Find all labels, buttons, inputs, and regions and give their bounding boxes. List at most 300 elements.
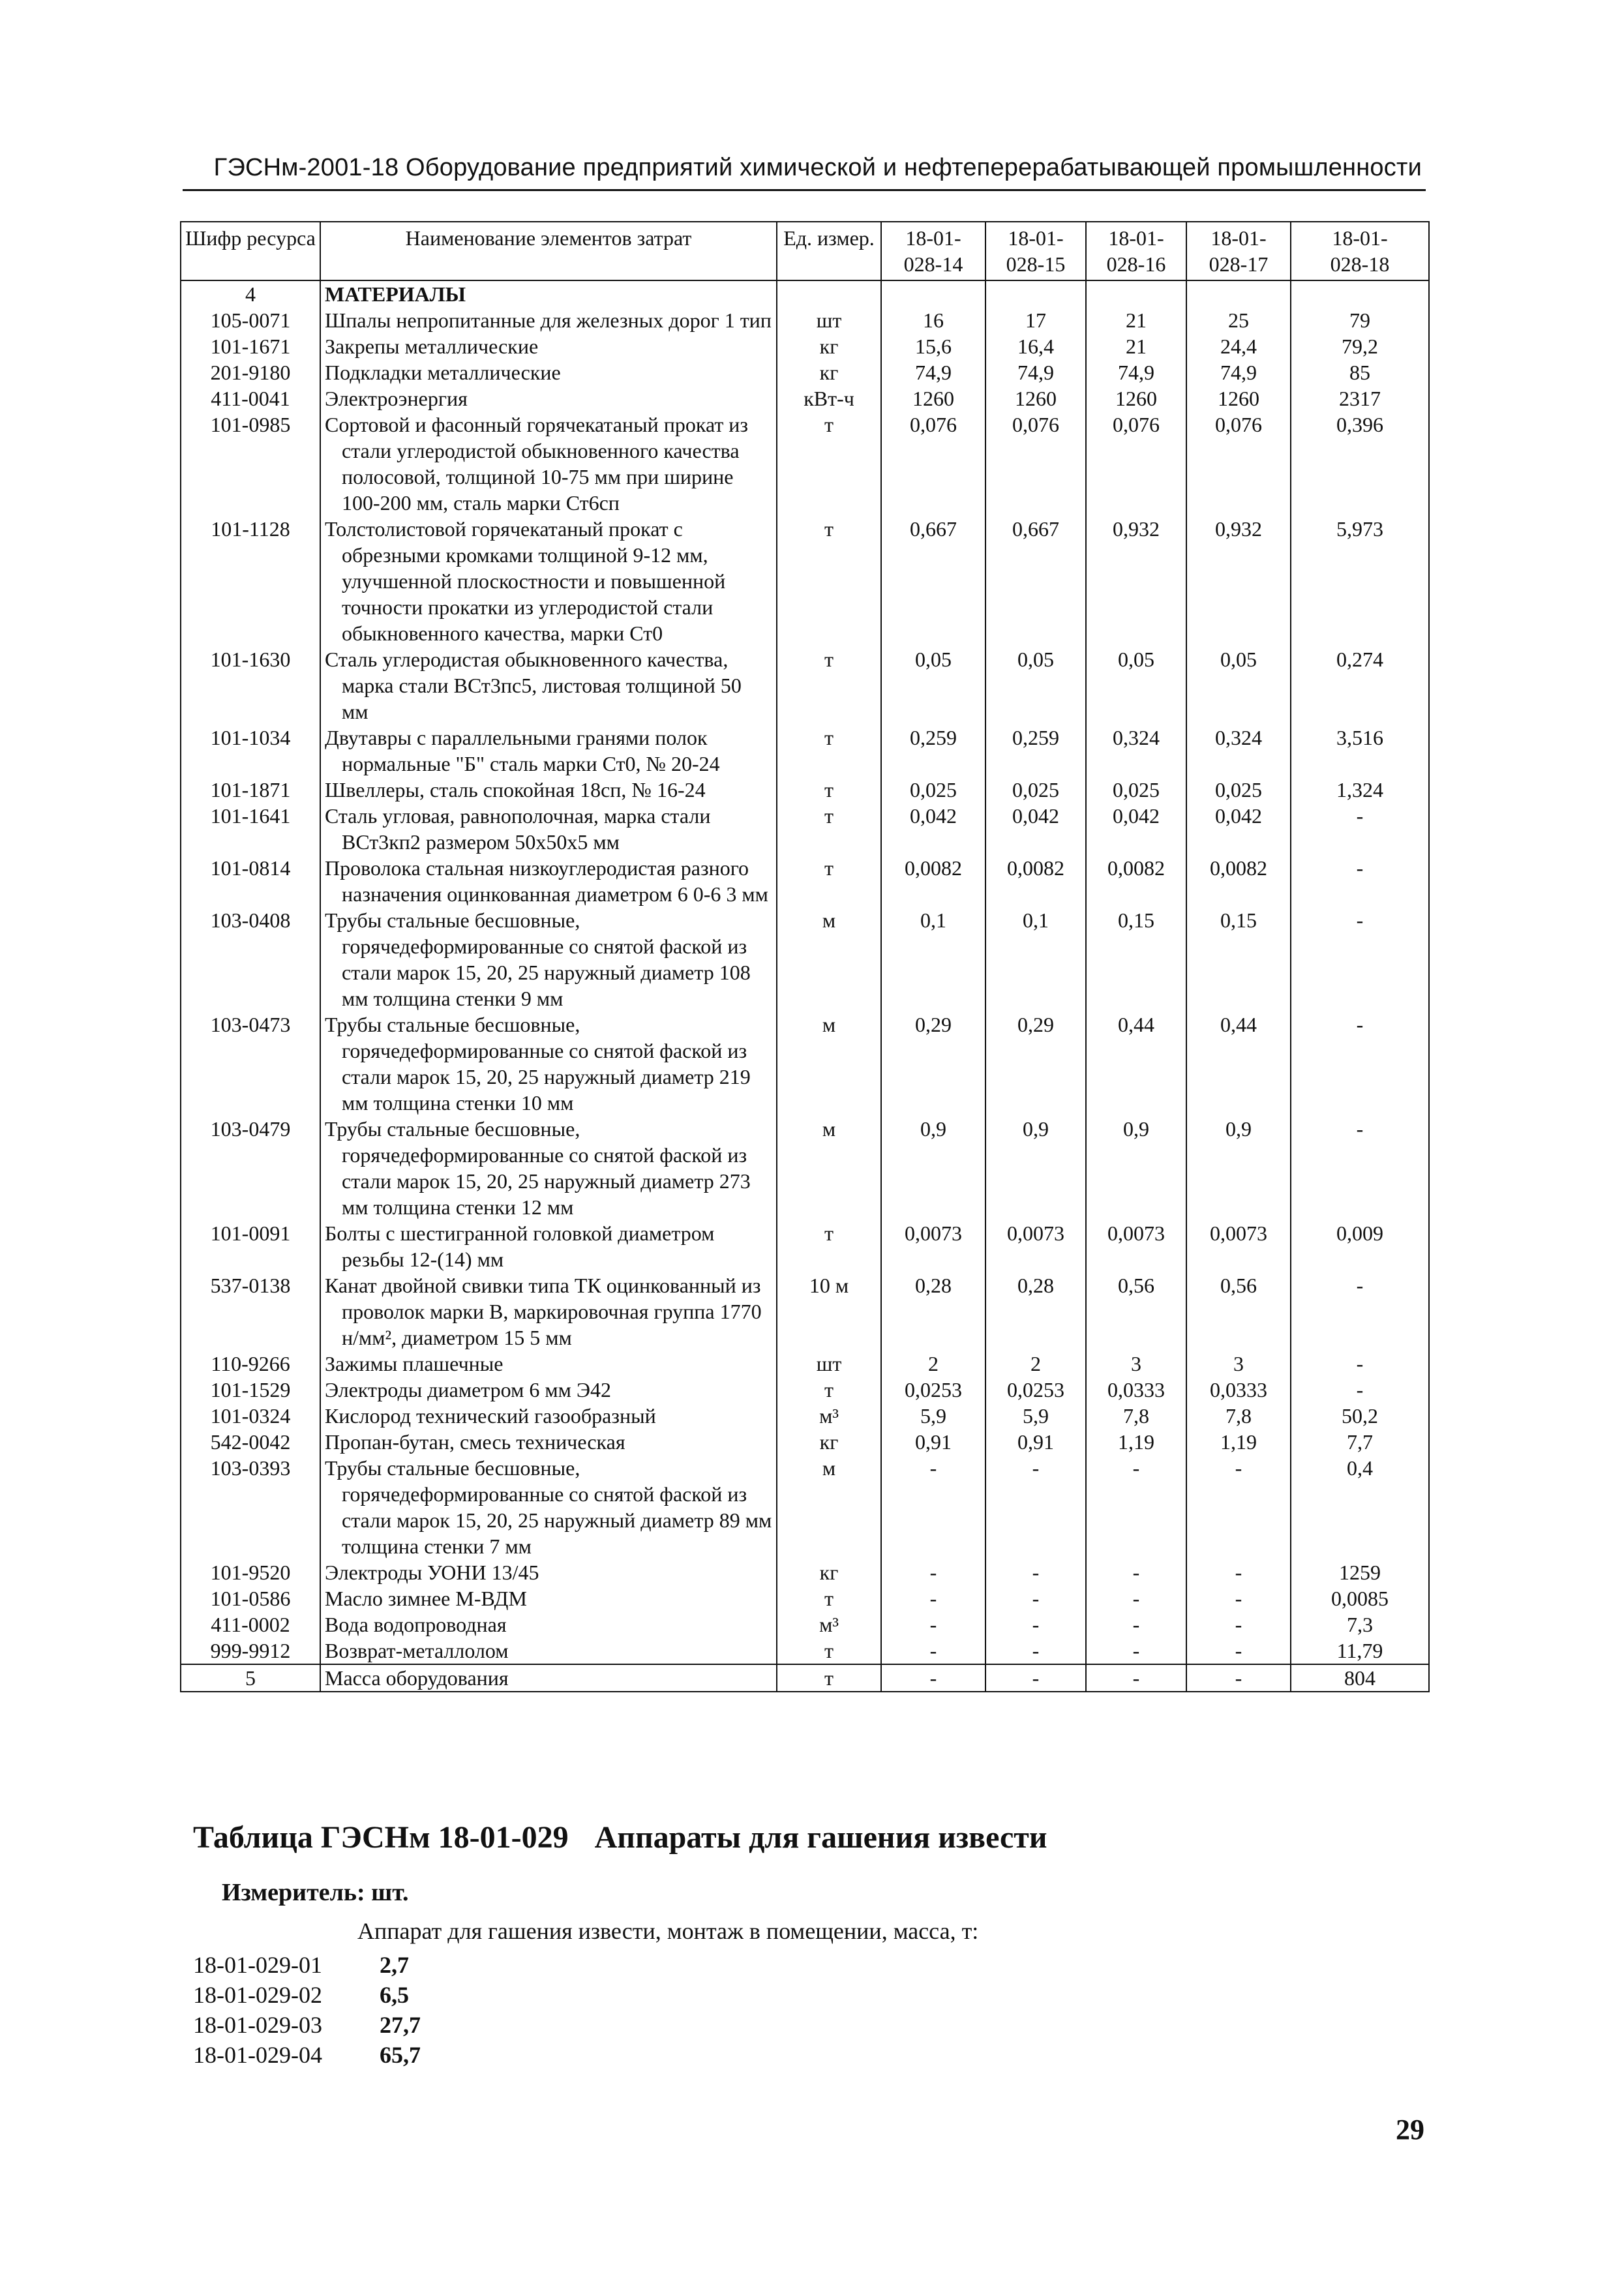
value-cell: 15,6 xyxy=(881,333,985,359)
value-cell: - xyxy=(1086,1611,1186,1638)
table-row xyxy=(181,516,1429,646)
resource-name-text: Вода водопроводная xyxy=(325,1613,507,1636)
resource-code: 103-0408 xyxy=(181,907,320,1011)
col-header-code: Шифр ресурса xyxy=(181,222,320,280)
value-cell: 0,28 xyxy=(881,1272,985,1351)
resource-name-text: Пропан-бутан, смесь техническая xyxy=(325,1430,625,1454)
value-cell: 5,9 xyxy=(985,1403,1086,1429)
table-row xyxy=(181,280,1429,307)
value-cell: - xyxy=(1291,1011,1429,1116)
item-value: 6,5 xyxy=(380,1982,409,2008)
value-cell: - xyxy=(1086,1664,1186,1692)
value-cell: 0,324 xyxy=(1186,725,1291,777)
table-row xyxy=(181,333,1429,359)
resource-name-text: Шпалы непропитанные для железных дорог 1 тип xyxy=(325,308,772,332)
value-cell: - xyxy=(985,1559,1086,1585)
resource-name xyxy=(320,385,777,412)
resource-code: 105-0071 xyxy=(181,307,320,333)
value-cell: 0,0073 xyxy=(1086,1220,1186,1272)
value-cell: 0,0073 xyxy=(1186,1220,1291,1272)
table-row xyxy=(181,1403,1429,1429)
unit-cell: кг xyxy=(777,333,881,359)
value-cell: 2 xyxy=(985,1351,1086,1377)
value-cell: 16 xyxy=(881,307,985,333)
value-cell: 0,1 xyxy=(985,907,1086,1011)
resource-code: 101-1871 xyxy=(181,777,320,803)
value-cell: 0,1 xyxy=(881,907,985,1011)
header-rule xyxy=(183,189,1426,191)
value-cell: - xyxy=(1291,1351,1429,1377)
value-cell: 0,05 xyxy=(881,646,985,725)
page-number: 29 xyxy=(1396,2114,1424,2146)
value-cell: 1259 xyxy=(1291,1559,1429,1585)
resource-name xyxy=(320,646,777,725)
resource-name xyxy=(320,1559,777,1585)
table-header-row xyxy=(181,222,1429,280)
value-cell: - xyxy=(1186,1455,1291,1559)
list-item xyxy=(193,1980,421,2010)
resource-code: 101-0091 xyxy=(181,1220,320,1272)
value-cell xyxy=(985,280,1086,307)
value-cell: 0,042 xyxy=(1186,803,1291,855)
value-cell: 2317 xyxy=(1291,385,1429,412)
item-description: Аппарат для гашения извести, монтаж в помещении, масса, т: xyxy=(357,1918,979,1944)
resource-name xyxy=(320,307,777,333)
unit-cell: т xyxy=(777,1664,881,1692)
resource-name xyxy=(320,1011,777,1116)
col-header-norm-5: 18-01- 028-18 xyxy=(1291,222,1429,280)
table-row xyxy=(181,803,1429,855)
resource-code: 101-9520 xyxy=(181,1559,320,1585)
resource-name-text: Трубы стальные бесшовные, горячедеформированные со снятой фаской из стали марок 15, 20, 25 наружный диаметр 108 мм толщина стенки 9 мм xyxy=(325,908,751,1010)
value-cell: - xyxy=(881,1611,985,1638)
value-cell: 0,076 xyxy=(881,412,985,516)
value-cell: 3 xyxy=(1186,1351,1291,1377)
table-row xyxy=(181,1455,1429,1559)
value-cell: - xyxy=(881,1559,985,1585)
value-cell: 1,324 xyxy=(1291,777,1429,803)
resource-code: 101-1671 xyxy=(181,333,320,359)
value-cell: 0,042 xyxy=(985,803,1086,855)
value-cell: 0,0082 xyxy=(881,855,985,907)
value-cell: 1260 xyxy=(985,385,1086,412)
resource-name xyxy=(320,1403,777,1429)
value-cell xyxy=(881,280,985,307)
item-code: 18-01-029-04 xyxy=(193,2042,322,2068)
list-item xyxy=(193,2040,421,2070)
value-cell: 1260 xyxy=(1086,385,1186,412)
resource-name-text: Сталь углеродистая обыкновенного качества, марка стали ВСт3пс5, листовая толщиной 50 мм xyxy=(325,648,742,723)
value-cell: 0,025 xyxy=(1186,777,1291,803)
value-cell: - xyxy=(881,1585,985,1611)
value-cell: - xyxy=(881,1455,985,1559)
resource-name xyxy=(320,1664,777,1692)
resource-name xyxy=(320,855,777,907)
value-cell: 7,3 xyxy=(1291,1611,1429,1638)
resource-name-text: Двутавры с параллельными гранями полок нормальные "Б" сталь марки Ст0, № 20-24 xyxy=(325,726,720,775)
value-cell: 0,15 xyxy=(1086,907,1186,1011)
value-cell: 85 xyxy=(1291,359,1429,385)
resource-name xyxy=(320,333,777,359)
unit-cell: т xyxy=(777,1377,881,1403)
unit-cell: кВт-ч xyxy=(777,385,881,412)
value-cell: - xyxy=(1186,1559,1291,1585)
resource-name xyxy=(320,359,777,385)
resource-name-text: Закрепы металлические xyxy=(325,335,539,358)
unit-cell: м xyxy=(777,1011,881,1116)
table-row xyxy=(181,307,1429,333)
value-cell: 0,05 xyxy=(985,646,1086,725)
value-cell: - xyxy=(985,1664,1086,1692)
resource-name-text: Канат двойной свивки типа ТК оцинкованный из проволок марки В, маркировочная группа 1770 н/мм², диаметром 15 5 мм xyxy=(325,1274,762,1349)
value-cell: 1,19 xyxy=(1086,1429,1186,1455)
table-row xyxy=(181,412,1429,516)
value-cell: 79,2 xyxy=(1291,333,1429,359)
unit-cell: т xyxy=(777,646,881,725)
page-header: ГЭСНм-2001-18 Оборудование предприятий химической и нефтеперерабатывающей промышленности xyxy=(213,154,1422,181)
resource-name-text: Зажимы плашечные xyxy=(325,1352,504,1375)
resource-code: 101-0324 xyxy=(181,1403,320,1429)
resource-code: 101-1128 xyxy=(181,516,320,646)
resource-code: 103-0393 xyxy=(181,1455,320,1559)
list-item xyxy=(193,2010,421,2040)
value-cell: 0,324 xyxy=(1086,725,1186,777)
table-row xyxy=(181,1220,1429,1272)
value-cell: 0,91 xyxy=(985,1429,1086,1455)
resource-name-text: Масса оборудования xyxy=(325,1666,509,1690)
resource-name xyxy=(320,803,777,855)
table-row xyxy=(181,855,1429,907)
value-cell: 0,0333 xyxy=(1086,1377,1186,1403)
value-cell: 50,2 xyxy=(1291,1403,1429,1429)
value-cell: 0,076 xyxy=(1086,412,1186,516)
value-cell: 0,076 xyxy=(1186,412,1291,516)
table-row xyxy=(181,1585,1429,1611)
resource-name xyxy=(320,1220,777,1272)
item-code: 18-01-029-02 xyxy=(193,1982,322,2008)
resource-name-text: Трубы стальные бесшовные, горячедеформированные со снятой фаской из стали марок 15, 20, 25 наружный диаметр 219 мм толщина стенки 10 мм xyxy=(325,1013,751,1115)
value-cell: - xyxy=(1291,803,1429,855)
resource-name-text: Электроэнергия xyxy=(325,387,468,410)
resource-code: 201-9180 xyxy=(181,359,320,385)
resource-name-text: Кислород технический газообразный xyxy=(325,1404,656,1428)
resource-name-text: МАТЕРИАЛЫ xyxy=(325,282,466,306)
unit-cell: т xyxy=(777,1220,881,1272)
unit-cell: кг xyxy=(777,1429,881,1455)
resource-name xyxy=(320,1585,777,1611)
value-cell: 17 xyxy=(985,307,1086,333)
value-cell: 0,025 xyxy=(985,777,1086,803)
col-header-unit: Ед. измер. xyxy=(777,222,881,280)
value-cell: 0,0082 xyxy=(985,855,1086,907)
table-row xyxy=(181,1429,1429,1455)
resource-name-text: Сортовой и фасонный горячекатаный прокат из стали углеродистой обыкновенного качества полосовой, толщиной 10-75 мм при ширине 100-200 мм, сталь марки Ст6сп xyxy=(325,413,749,515)
value-cell: 0,0085 xyxy=(1291,1585,1429,1611)
resource-code: 411-0002 xyxy=(181,1611,320,1638)
table-row xyxy=(181,1351,1429,1377)
value-cell: - xyxy=(1186,1664,1291,1692)
resource-code: 542-0042 xyxy=(181,1429,320,1455)
unit-cell: т xyxy=(777,412,881,516)
value-cell: - xyxy=(985,1638,1086,1664)
col-header-name: Наименование элементов затрат xyxy=(320,222,777,280)
value-cell: 0,15 xyxy=(1186,907,1291,1011)
table-row xyxy=(181,1638,1429,1664)
value-cell: - xyxy=(985,1455,1086,1559)
section-title xyxy=(193,1819,1047,1855)
value-cell: 0,259 xyxy=(985,725,1086,777)
resource-name-text: Электроды диаметром 6 мм Э42 xyxy=(325,1378,611,1401)
meter-label: Измеритель: шт. xyxy=(222,1879,409,1906)
table-title: Аппараты для гашения извести xyxy=(594,1820,1047,1855)
value-cell: 0,274 xyxy=(1291,646,1429,725)
table-row xyxy=(181,1272,1429,1351)
value-cell: 3 xyxy=(1086,1351,1186,1377)
value-cell: - xyxy=(1291,907,1429,1011)
unit-cell: т xyxy=(777,803,881,855)
unit-cell: м xyxy=(777,1116,881,1220)
unit-cell xyxy=(777,280,881,307)
value-cell: 7,8 xyxy=(1086,1403,1186,1429)
value-cell: 0,91 xyxy=(881,1429,985,1455)
unit-cell: м³ xyxy=(777,1611,881,1638)
unit-cell: т xyxy=(777,1585,881,1611)
resource-code: 110-9266 xyxy=(181,1351,320,1377)
resource-code: 103-0479 xyxy=(181,1116,320,1220)
unit-cell: т xyxy=(777,516,881,646)
value-cell: - xyxy=(881,1638,985,1664)
resource-name xyxy=(320,1429,777,1455)
value-cell: 21 xyxy=(1086,307,1186,333)
value-cell: 11,79 xyxy=(1291,1638,1429,1664)
value-cell: 74,9 xyxy=(881,359,985,385)
resource-name-text: Проволока стальная низкоуглеродистая разного назначения оцинкованная диаметром 6 0-6 3 мм xyxy=(325,856,768,906)
unit-cell: кг xyxy=(777,1559,881,1585)
resource-name-text: Сталь угловая, равнополочная, марка стали ВСт3кп2 размером 50x50x5 мм xyxy=(325,804,711,854)
value-cell xyxy=(1186,280,1291,307)
value-cell: 0,44 xyxy=(1086,1011,1186,1116)
resource-code: 101-1630 xyxy=(181,646,320,725)
value-cell: 74,9 xyxy=(985,359,1086,385)
col-header-norm-2: 18-01- 028-15 xyxy=(985,222,1086,280)
value-cell: - xyxy=(1291,1272,1429,1351)
value-cell: 0,0073 xyxy=(985,1220,1086,1272)
value-cell: 0,29 xyxy=(985,1011,1086,1116)
value-cell: 0,28 xyxy=(985,1272,1086,1351)
unit-cell: 10 м xyxy=(777,1272,881,1351)
resource-name xyxy=(320,516,777,646)
value-cell: 25 xyxy=(1186,307,1291,333)
resource-name xyxy=(320,907,777,1011)
resource-name-text: Толстолистовой горячекатаный прокат с обрезными кромками толщиной 9-12 мм, улучшенной плоскостности и повышенной точности прокатки из углеродистой стали обыкновенного качества, марки Ст0 xyxy=(325,517,726,645)
value-cell: - xyxy=(1086,1559,1186,1585)
value-cell: 74,9 xyxy=(1086,359,1186,385)
item-code: 18-01-029-03 xyxy=(193,2012,322,2038)
resource-code: 101-1034 xyxy=(181,725,320,777)
resource-code: 103-0473 xyxy=(181,1011,320,1116)
list-item xyxy=(193,1950,421,1980)
value-cell: 0,44 xyxy=(1186,1011,1291,1116)
resource-name-text: Подкладки металлические xyxy=(325,361,561,384)
value-cell: 1260 xyxy=(1186,385,1291,412)
resource-code: 101-0586 xyxy=(181,1585,320,1611)
table-row xyxy=(181,725,1429,777)
resource-name-text: Трубы стальные бесшовные, горячедеформированные со снятой фаской из стали марок 15, 20, 25 наружный диаметр 273 мм толщина стенки 12 мм xyxy=(325,1117,751,1219)
value-cell: 0,0082 xyxy=(1186,855,1291,907)
unit-cell: кг xyxy=(777,359,881,385)
value-cell: 0,932 xyxy=(1086,516,1186,646)
value-cell: 0,0253 xyxy=(881,1377,985,1403)
value-cell: 0,025 xyxy=(1086,777,1186,803)
item-value: 2,7 xyxy=(380,1952,409,1978)
value-cell: 1260 xyxy=(881,385,985,412)
value-cell: - xyxy=(1291,855,1429,907)
item-list xyxy=(193,1950,421,2070)
value-cell: 0,259 xyxy=(881,725,985,777)
value-cell: 0,9 xyxy=(985,1116,1086,1220)
unit-cell: шт xyxy=(777,307,881,333)
resource-name-text: Возврат-металлолом xyxy=(325,1639,509,1662)
resource-name xyxy=(320,1638,777,1664)
value-cell: - xyxy=(1291,1377,1429,1403)
table-row xyxy=(181,646,1429,725)
value-cell: 804 xyxy=(1291,1664,1429,1692)
resource-name xyxy=(320,1116,777,1220)
value-cell: 24,4 xyxy=(1186,333,1291,359)
value-cell: 0,56 xyxy=(1086,1272,1186,1351)
unit-cell: т xyxy=(777,777,881,803)
value-cell: 0,05 xyxy=(1086,646,1186,725)
resource-name xyxy=(320,1272,777,1351)
resource-name-text: Болты с шестигранной головкой диаметром резьбы 12-(14) мм xyxy=(325,1221,715,1271)
value-cell: 0,9 xyxy=(881,1116,985,1220)
unit-cell: т xyxy=(777,1638,881,1664)
resource-name xyxy=(320,1611,777,1638)
value-cell: 0,29 xyxy=(881,1011,985,1116)
resource-table xyxy=(180,221,1430,1692)
value-cell: 16,4 xyxy=(985,333,1086,359)
value-cell: - xyxy=(1186,1638,1291,1664)
value-cell: 3,516 xyxy=(1291,725,1429,777)
value-cell: - xyxy=(1086,1585,1186,1611)
value-cell: 2 xyxy=(881,1351,985,1377)
unit-cell: м³ xyxy=(777,1403,881,1429)
value-cell: - xyxy=(1186,1585,1291,1611)
value-cell: - xyxy=(1086,1638,1186,1664)
value-cell: 0,9 xyxy=(1186,1116,1291,1220)
resource-code: 999-9912 xyxy=(181,1638,320,1664)
value-cell: 0,042 xyxy=(1086,803,1186,855)
value-cell: - xyxy=(985,1585,1086,1611)
value-cell: - xyxy=(1086,1455,1186,1559)
value-cell: 0,05 xyxy=(1186,646,1291,725)
value-cell: - xyxy=(1291,1116,1429,1220)
resource-name xyxy=(320,1351,777,1377)
resource-code: 537-0138 xyxy=(181,1272,320,1351)
unit-cell: м xyxy=(777,1455,881,1559)
table-row xyxy=(181,1559,1429,1585)
col-header-norm-3: 18-01- 028-16 xyxy=(1086,222,1186,280)
value-cell: 0,025 xyxy=(881,777,985,803)
value-cell xyxy=(1291,280,1429,307)
value-cell: 5,9 xyxy=(881,1403,985,1429)
resource-code: 4 xyxy=(181,280,320,307)
table-row xyxy=(181,359,1429,385)
table-row xyxy=(181,1377,1429,1403)
resource-name xyxy=(320,777,777,803)
value-cell: 0,0253 xyxy=(985,1377,1086,1403)
unit-cell: т xyxy=(777,855,881,907)
table-id: Таблица ГЭСНм 18-01-029 xyxy=(193,1820,569,1855)
value-cell: 5,973 xyxy=(1291,516,1429,646)
value-cell: 0,0073 xyxy=(881,1220,985,1272)
value-cell: 0,009 xyxy=(1291,1220,1429,1272)
value-cell: 7,8 xyxy=(1186,1403,1291,1429)
value-cell: - xyxy=(881,1664,985,1692)
unit-cell: м xyxy=(777,907,881,1011)
value-cell: 0,076 xyxy=(985,412,1086,516)
value-cell: 0,042 xyxy=(881,803,985,855)
table-row xyxy=(181,385,1429,412)
value-cell: 0,667 xyxy=(881,516,985,646)
value-cell: 7,7 xyxy=(1291,1429,1429,1455)
value-cell: 0,9 xyxy=(1086,1116,1186,1220)
value-cell: 0,4 xyxy=(1291,1455,1429,1559)
table-row xyxy=(181,1611,1429,1638)
table-row xyxy=(181,1011,1429,1116)
resource-code: 101-1529 xyxy=(181,1377,320,1403)
value-cell: 0,56 xyxy=(1186,1272,1291,1351)
resource-name-text: Масло зимнее М-ВДМ xyxy=(325,1587,527,1610)
table-row xyxy=(181,1116,1429,1220)
unit-cell: т xyxy=(777,725,881,777)
value-cell: 0,0082 xyxy=(1086,855,1186,907)
item-code: 18-01-029-01 xyxy=(193,1952,322,1978)
table-body xyxy=(181,280,1429,1692)
resource-name xyxy=(320,412,777,516)
resource-name xyxy=(320,1455,777,1559)
value-cell: - xyxy=(985,1611,1086,1638)
item-value: 65,7 xyxy=(380,2042,421,2068)
value-cell: 74,9 xyxy=(1186,359,1291,385)
table-row xyxy=(181,907,1429,1011)
value-cell: 0,667 xyxy=(985,516,1086,646)
item-value: 27,7 xyxy=(380,2012,421,2038)
resource-name xyxy=(320,280,777,307)
table-row xyxy=(181,777,1429,803)
col-header-norm-4: 18-01- 028-17 xyxy=(1186,222,1291,280)
value-cell: 0,932 xyxy=(1186,516,1291,646)
value-cell: 1,19 xyxy=(1186,1429,1291,1455)
table-row xyxy=(181,1664,1429,1692)
resource-name xyxy=(320,725,777,777)
resource-name-text: Трубы стальные бесшовные, горячедеформированные со снятой фаской из стали марок 15, 20, 25 наружный диаметр 89 мм толщина стенки 7 мм xyxy=(325,1456,772,1558)
value-cell: 21 xyxy=(1086,333,1186,359)
resource-code: 411-0041 xyxy=(181,385,320,412)
resource-code: 101-0985 xyxy=(181,412,320,516)
value-cell: 0,396 xyxy=(1291,412,1429,516)
value-cell: 79 xyxy=(1291,307,1429,333)
resource-name xyxy=(320,1377,777,1403)
resource-name-text: Электроды УОНИ 13/45 xyxy=(325,1561,539,1584)
value-cell: - xyxy=(1186,1611,1291,1638)
value-cell xyxy=(1086,280,1186,307)
resource-name-text: Швеллеры, сталь спокойная 18сп, № 16-24 xyxy=(325,778,706,801)
col-header-norm-1: 18-01- 028-14 xyxy=(881,222,985,280)
resource-code: 5 xyxy=(181,1664,320,1692)
resource-code: 101-1641 xyxy=(181,803,320,855)
unit-cell: шт xyxy=(777,1351,881,1377)
